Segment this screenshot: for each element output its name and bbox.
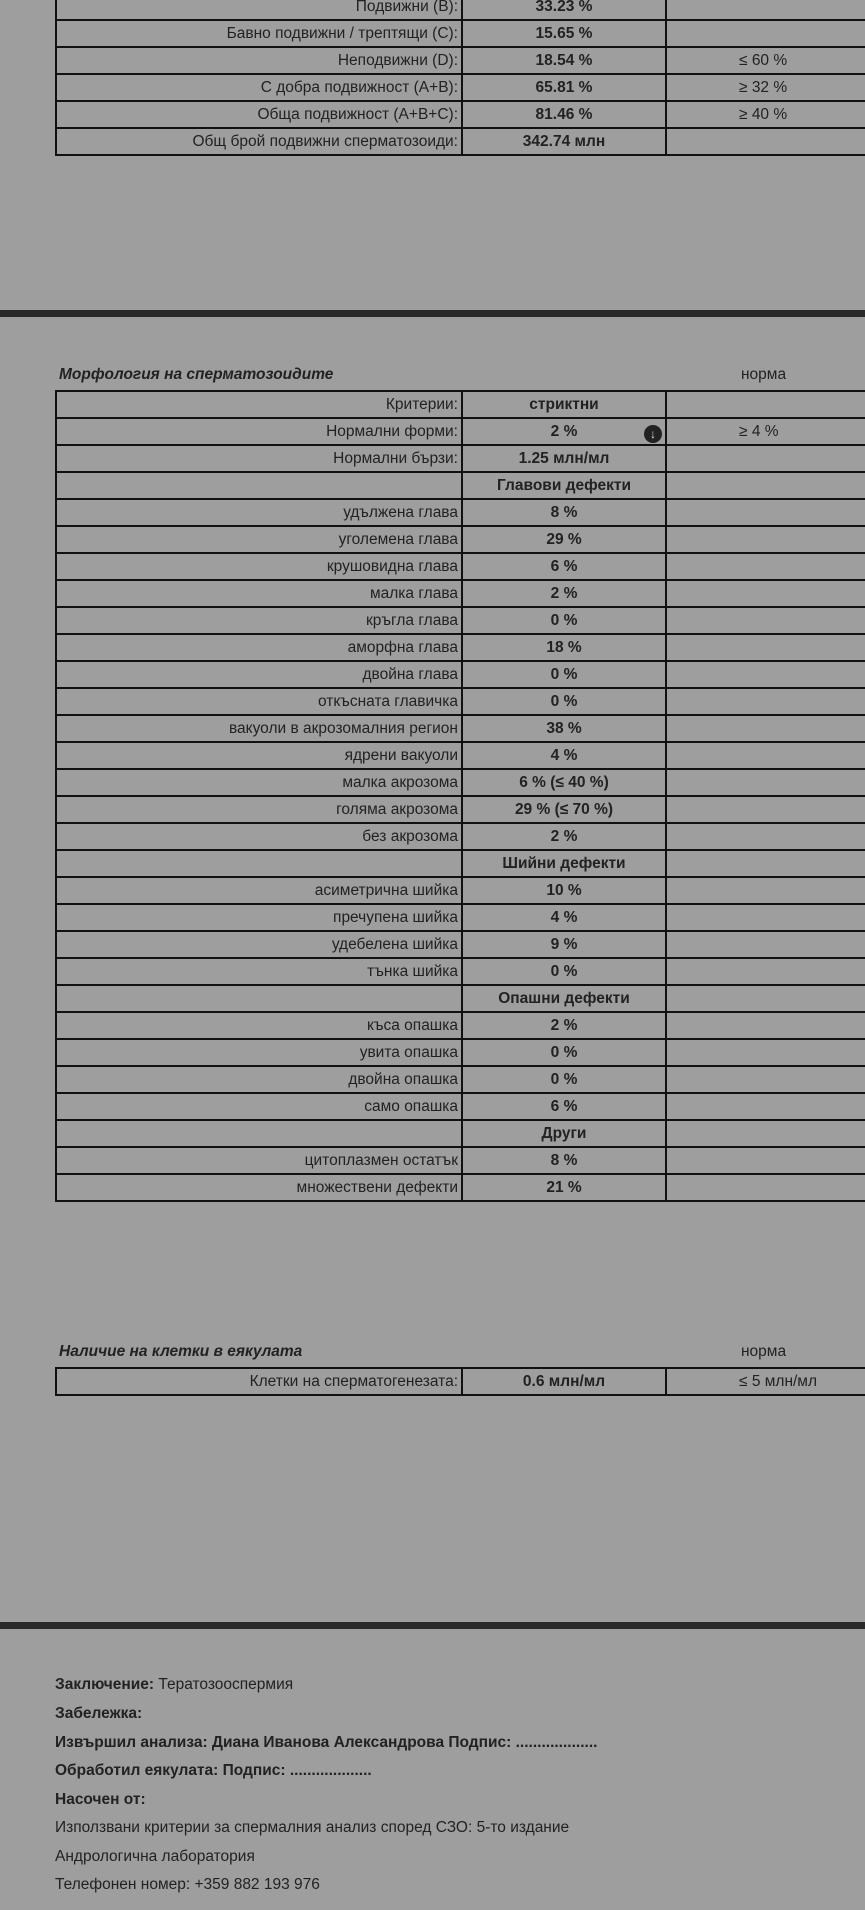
row-norm — [666, 796, 865, 823]
row-value — [462, 1039, 666, 1066]
row-value — [462, 796, 666, 823]
row-label — [56, 850, 462, 877]
table-row — [56, 769, 865, 796]
row-value — [462, 472, 666, 499]
table-row — [56, 553, 865, 580]
row-label — [56, 877, 462, 904]
row-norm — [666, 904, 865, 931]
row-label-text: удължена глава — [343, 503, 458, 521]
table-row — [56, 796, 865, 823]
row-value-text: 4 % — [550, 908, 578, 926]
row-value — [462, 128, 666, 155]
row-value-text: 21 % — [546, 1178, 582, 1196]
row-value — [462, 931, 666, 958]
row-norm — [666, 580, 865, 607]
row-norm-text: ≤ 60 % — [739, 51, 788, 69]
row-value — [462, 1012, 666, 1039]
row-norm — [666, 1147, 865, 1174]
row-value-text: 342.74 млн — [522, 132, 606, 150]
row-value — [462, 823, 666, 850]
table-row — [56, 688, 865, 715]
table-row — [56, 1147, 865, 1174]
table-row — [56, 607, 865, 634]
conclusion-label: Заключение: — [55, 1676, 155, 1693]
row-label-text: множествени дефекти — [296, 1178, 458, 1196]
note — [55, 1705, 142, 1723]
table-row — [56, 985, 865, 1012]
conclusion — [55, 1676, 293, 1694]
row-label-text: двойна глава — [362, 665, 458, 683]
row-value-text: 65.81 % — [535, 78, 593, 96]
cells-title: Наличие на клетки в еякулата — [59, 1343, 303, 1360]
row-value-text: Други — [541, 1124, 587, 1142]
row-label — [56, 634, 462, 661]
row-label — [56, 715, 462, 742]
row-norm — [666, 1039, 865, 1066]
row-norm — [666, 931, 865, 958]
row-label-text: само опашка — [364, 1097, 458, 1115]
row-label — [56, 742, 462, 769]
row-norm — [666, 553, 865, 580]
row-value-text: 0 % — [550, 962, 578, 980]
row-value-text: 2 % — [550, 422, 578, 440]
conclusion-value: Тератозооспермия — [158, 1676, 294, 1693]
performed-by — [55, 1734, 597, 1752]
row-value — [462, 1147, 666, 1174]
row-norm — [666, 877, 865, 904]
row-label-text: вакуоли в акрозомалния регион — [228, 719, 458, 737]
row-norm — [666, 445, 865, 472]
row-label-text: Нормални форми: — [326, 422, 458, 440]
row-value-text: 18.54 % — [535, 51, 593, 69]
row-label — [56, 499, 462, 526]
row-value-text: 8 % — [550, 1151, 578, 1169]
row-norm — [666, 1012, 865, 1039]
table-row — [56, 904, 865, 931]
row-label-text: тънка шийка — [367, 962, 458, 980]
row-label — [56, 688, 462, 715]
row-label-text: Обща подвижност (A+B+C): — [257, 105, 458, 123]
row-value-text: 2 % — [550, 827, 578, 845]
row-label-text: Бавно подвижни / трептящи (C): — [226, 24, 458, 42]
table-row — [56, 74, 865, 101]
row-label-text: уголемена глава — [338, 530, 458, 548]
table-row — [56, 418, 865, 445]
row-label — [56, 47, 462, 74]
row-label — [56, 418, 462, 445]
row-value — [462, 20, 666, 47]
phone-number: Телефонен номер: +359 882 193 976 — [55, 1876, 320, 1893]
row-value — [462, 553, 666, 580]
row-value-text: 33.23 % — [535, 0, 593, 15]
table-row — [56, 1012, 865, 1039]
row-label — [56, 445, 462, 472]
row-label-text: крушовидна глава — [326, 557, 458, 575]
row-value-text: 29 % (≤ 70 %) — [514, 800, 614, 818]
download-icon[interactable]: ↓ — [644, 425, 662, 443]
table-row — [56, 877, 865, 904]
row-value-text: 2 % — [550, 584, 578, 602]
row-label — [56, 769, 462, 796]
row-value-text: 29 % — [546, 530, 582, 548]
row-value-text: 0 % — [550, 1043, 578, 1061]
row-label — [56, 101, 462, 128]
row-value — [462, 958, 666, 985]
table-row — [56, 20, 865, 47]
table-row — [56, 0, 865, 20]
row-label-text: аморфна глава — [347, 638, 458, 656]
row-value-text: 1.25 млн/мл — [518, 449, 610, 467]
row-value-text: 6 % — [550, 557, 578, 575]
row-value — [462, 715, 666, 742]
row-label-text: С добра подвижност (A+B): — [260, 78, 458, 96]
row-norm-text: ≥ 4 % — [739, 422, 779, 440]
row-value — [462, 634, 666, 661]
morphology-norm-header: норма — [741, 366, 787, 383]
row-label-text: Критерии: — [385, 395, 458, 413]
row-label-text: малка глава — [369, 584, 458, 602]
row-label — [56, 1039, 462, 1066]
table-row — [56, 661, 865, 688]
table-row — [56, 1066, 865, 1093]
row-value — [462, 661, 666, 688]
row-value — [462, 769, 666, 796]
processed-by-text: Обработил еякулата: Подпис: ................... — [55, 1762, 372, 1779]
row-label-text: цитоплазмен остатък — [304, 1151, 458, 1169]
table-row — [56, 445, 865, 472]
table-row — [56, 931, 865, 958]
morphology-title: Морфология на сперматозоидите — [59, 366, 334, 383]
row-value-text: 6 % (≤ 40 %) — [519, 773, 609, 791]
table-row — [56, 101, 865, 128]
table-row — [56, 1120, 865, 1147]
row-label-text: увита опашка — [359, 1043, 458, 1061]
row-label — [56, 958, 462, 985]
row-label-text: Клетки на сперматогенезата: — [249, 1372, 458, 1390]
row-label — [56, 1147, 462, 1174]
row-value-text: Опашни дефекти — [498, 989, 630, 1007]
row-value-text: 0.6 млн/мл — [522, 1372, 606, 1390]
table-row — [56, 742, 865, 769]
row-label — [56, 74, 462, 101]
cells-norm-header: норма — [741, 1343, 787, 1360]
row-value — [462, 877, 666, 904]
row-label — [56, 796, 462, 823]
row-label — [56, 1120, 462, 1147]
table-row — [56, 1174, 865, 1201]
row-value-text: 0 % — [550, 1070, 578, 1088]
row-value-text: 6 % — [550, 1097, 578, 1115]
row-value-text: стриктни — [529, 395, 599, 413]
row-norm — [666, 1174, 865, 1201]
performed-by-text: Извършил анализа: Диана Иванова Александрова Подпис: ................... — [55, 1734, 598, 1751]
section-divider — [0, 1622, 865, 1629]
row-value — [462, 742, 666, 769]
row-norm — [666, 607, 865, 634]
table-row — [56, 850, 865, 877]
referred-by — [55, 1791, 146, 1809]
row-label — [56, 128, 462, 155]
table-row — [56, 1039, 865, 1066]
row-label-text: къса опашка — [367, 1016, 458, 1034]
row-value — [462, 418, 666, 445]
row-norm — [666, 1093, 865, 1120]
row-value — [462, 391, 666, 418]
row-value — [462, 74, 666, 101]
row-norm — [666, 1120, 865, 1147]
row-norm-text: ≥ 32 % — [739, 78, 788, 96]
row-value — [462, 688, 666, 715]
row-value-text: 0 % — [550, 692, 578, 710]
row-label — [56, 580, 462, 607]
lab-name: Андрологична лаборатория — [55, 1848, 255, 1865]
table-row — [56, 634, 865, 661]
row-norm — [666, 47, 865, 74]
row-norm — [666, 418, 865, 445]
row-value — [462, 526, 666, 553]
row-norm — [666, 1368, 865, 1395]
row-value-text: 18 % — [546, 638, 582, 656]
row-label-text: Общ брой подвижни сперматозоиди: — [192, 132, 458, 150]
row-value — [462, 1368, 666, 1395]
table-row — [56, 823, 865, 850]
row-norm — [666, 661, 865, 688]
row-label — [56, 661, 462, 688]
processed-by — [55, 1762, 372, 1780]
table-row — [56, 526, 865, 553]
referred-by-text: Насочен от: — [55, 1791, 146, 1808]
row-norm — [666, 472, 865, 499]
row-value-text: 4 % — [550, 746, 578, 764]
table-row — [56, 1093, 865, 1120]
row-value — [462, 1066, 666, 1093]
row-label — [56, 985, 462, 1012]
row-value — [462, 904, 666, 931]
row-value-text: 0 % — [550, 611, 578, 629]
row-label — [56, 823, 462, 850]
motility-table — [55, 0, 865, 156]
row-value-text: 9 % — [550, 935, 578, 953]
row-norm — [666, 526, 865, 553]
row-value — [462, 445, 666, 472]
table-row — [56, 472, 865, 499]
row-value-text: 38 % — [546, 719, 582, 737]
table-row — [56, 580, 865, 607]
table-row — [56, 1368, 865, 1395]
section-divider — [0, 310, 865, 317]
row-label-text: двойна опашка — [348, 1070, 458, 1088]
row-value-text: 0 % — [550, 665, 578, 683]
note-label: Забележка: — [55, 1705, 143, 1722]
row-label-text: кръгла глава — [365, 611, 458, 629]
row-norm — [666, 769, 865, 796]
row-value — [462, 0, 666, 20]
row-label-text: асиметрична шийка — [314, 881, 458, 899]
row-label — [56, 1174, 462, 1201]
row-value-text: 15.65 % — [535, 24, 593, 42]
row-value-text: Шийни дефекти — [502, 854, 626, 872]
row-label — [56, 607, 462, 634]
table-row — [56, 391, 865, 418]
row-value-text: 2 % — [550, 1016, 578, 1034]
row-label-text: откъсната главичка — [318, 692, 458, 710]
row-label-text: удебелена шийка — [331, 935, 458, 953]
row-norm — [666, 128, 865, 155]
morphology-table — [55, 390, 865, 1202]
row-label — [56, 1066, 462, 1093]
row-value — [462, 580, 666, 607]
row-label — [56, 20, 462, 47]
row-norm — [666, 101, 865, 128]
row-norm — [666, 742, 865, 769]
row-norm — [666, 634, 865, 661]
table-row — [56, 499, 865, 526]
row-label — [56, 391, 462, 418]
row-value — [462, 47, 666, 74]
table-row — [56, 715, 865, 742]
row-label-text: Неподвижни (D): — [337, 51, 458, 69]
row-norm — [666, 20, 865, 47]
table-row — [56, 47, 865, 74]
row-norm — [666, 850, 865, 877]
row-value-text: 81.46 % — [535, 105, 593, 123]
row-label — [56, 0, 462, 20]
row-value — [462, 1174, 666, 1201]
row-norm — [666, 958, 865, 985]
row-norm-text: ≤ 5 млн/мл — [739, 1372, 818, 1390]
row-value — [462, 850, 666, 877]
cells-table — [55, 1367, 865, 1396]
row-value-text: 8 % — [550, 503, 578, 521]
row-value — [462, 985, 666, 1012]
row-label-text: без акрозома — [362, 827, 458, 845]
row-label — [56, 1368, 462, 1395]
row-norm — [666, 715, 865, 742]
row-label — [56, 904, 462, 931]
row-norm-text: ≥ 40 % — [739, 105, 788, 123]
row-norm — [666, 985, 865, 1012]
row-value-text: 10 % — [546, 881, 582, 899]
row-label-text: пречупена шийка — [333, 908, 458, 926]
row-label-text: ядрени вакуоли — [344, 746, 458, 764]
row-value — [462, 101, 666, 128]
criteria-text: Използвани критерии за спермалния анализ според СЗО: 5-то издание — [55, 1819, 570, 1836]
table-row — [56, 958, 865, 985]
row-norm — [666, 688, 865, 715]
row-norm — [666, 74, 865, 101]
table-row — [56, 128, 865, 155]
row-norm — [666, 0, 865, 20]
row-label-text: Нормални бързи: — [333, 449, 458, 467]
row-norm — [666, 823, 865, 850]
row-value-text: Главови дефекти — [497, 476, 631, 494]
row-value — [462, 1120, 666, 1147]
row-value — [462, 1093, 666, 1120]
row-label — [56, 931, 462, 958]
row-label-text: голяма акрозома — [336, 800, 458, 818]
row-label — [56, 1012, 462, 1039]
row-norm — [666, 1066, 865, 1093]
row-label — [56, 472, 462, 499]
row-label-text: малка акрозома — [342, 773, 458, 791]
row-label — [56, 526, 462, 553]
row-value — [462, 607, 666, 634]
row-label — [56, 553, 462, 580]
row-label-text: Подвижни (B): — [355, 0, 458, 15]
row-norm — [666, 499, 865, 526]
row-value — [462, 499, 666, 526]
row-label — [56, 1093, 462, 1120]
row-norm — [666, 391, 865, 418]
